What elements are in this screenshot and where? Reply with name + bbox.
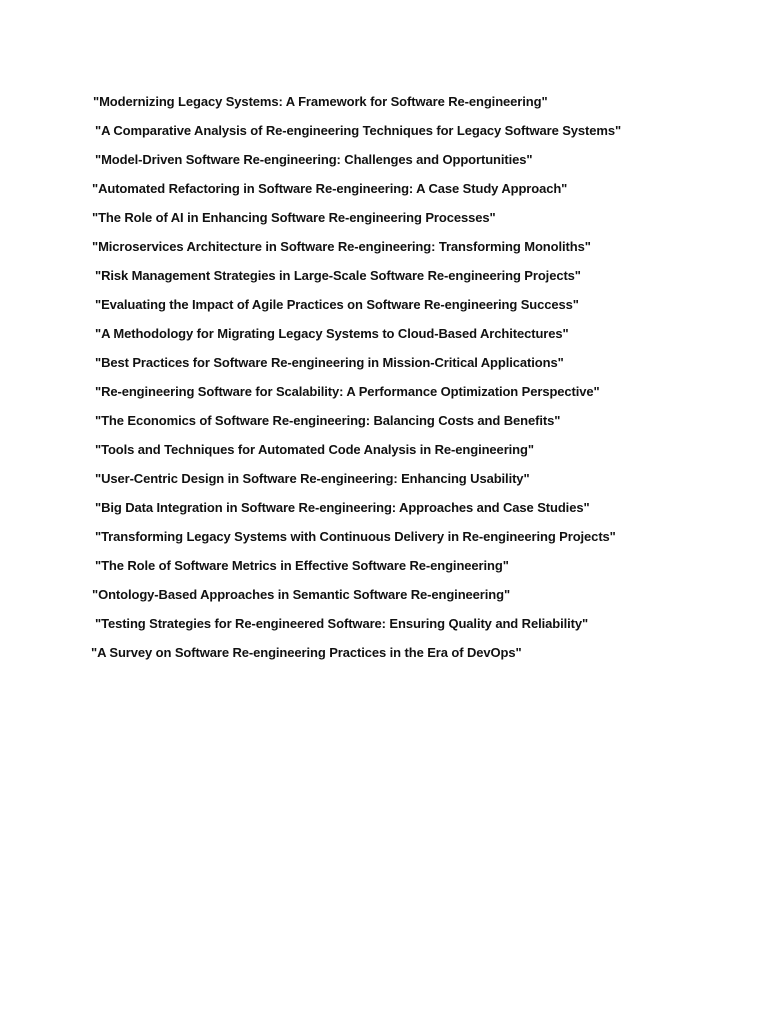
title-item: "Risk Management Strategies in Large-Scale Software Re-engineering Projects" xyxy=(95,268,581,283)
title-item: "The Economics of Software Re-engineering: Balancing Costs and Benefits" xyxy=(95,413,561,428)
title-item: "Re-engineering Software for Scalability: A Performance Optimization Perspective" xyxy=(95,384,600,399)
title-item: "A Survey on Software Re-engineering Practices in the Era of DevOps" xyxy=(91,645,522,660)
title-item: "Automated Refactoring in Software Re-engineering: A Case Study Approach" xyxy=(92,181,568,196)
title-item: "Transforming Legacy Systems with Continuous Delivery in Re-engineering Projects" xyxy=(95,529,616,544)
title-item: "A Methodology for Migrating Legacy Systems to Cloud-Based Architectures" xyxy=(95,326,569,341)
title-item: "Tools and Techniques for Automated Code Analysis in Re-engineering" xyxy=(95,442,534,457)
title-item: "User-Centric Design in Software Re-engineering: Enhancing Usability" xyxy=(95,471,530,486)
title-list xyxy=(0,92,768,672)
title-item: "Microservices Architecture in Software Re-engineering: Transforming Monoliths" xyxy=(92,239,591,254)
title-item: "A Comparative Analysis of Re-engineering Techniques for Legacy Software Systems" xyxy=(95,123,622,138)
title-item: "Testing Strategies for Re-engineered Software: Ensuring Quality and Reliability" xyxy=(95,616,589,631)
title-item: "Ontology-Based Approaches in Semantic Software Re-engineering" xyxy=(92,587,511,602)
title-item: "Modernizing Legacy Systems: A Framework for Software Re-engineering" xyxy=(93,94,548,109)
title-item: "Model-Driven Software Re-engineering: Challenges and Opportunities" xyxy=(95,152,533,167)
title-item: "The Role of Software Metrics in Effective Software Re-engineering" xyxy=(95,558,509,573)
title-item: "The Role of AI in Enhancing Software Re-engineering Processes" xyxy=(92,210,496,225)
title-item: "Best Practices for Software Re-engineering in Mission-Critical Applications" xyxy=(95,355,564,370)
title-item: "Evaluating the Impact of Agile Practices on Software Re-engineering Success" xyxy=(95,297,579,312)
title-item: "Big Data Integration in Software Re-engineering: Approaches and Case Studies" xyxy=(95,500,590,515)
